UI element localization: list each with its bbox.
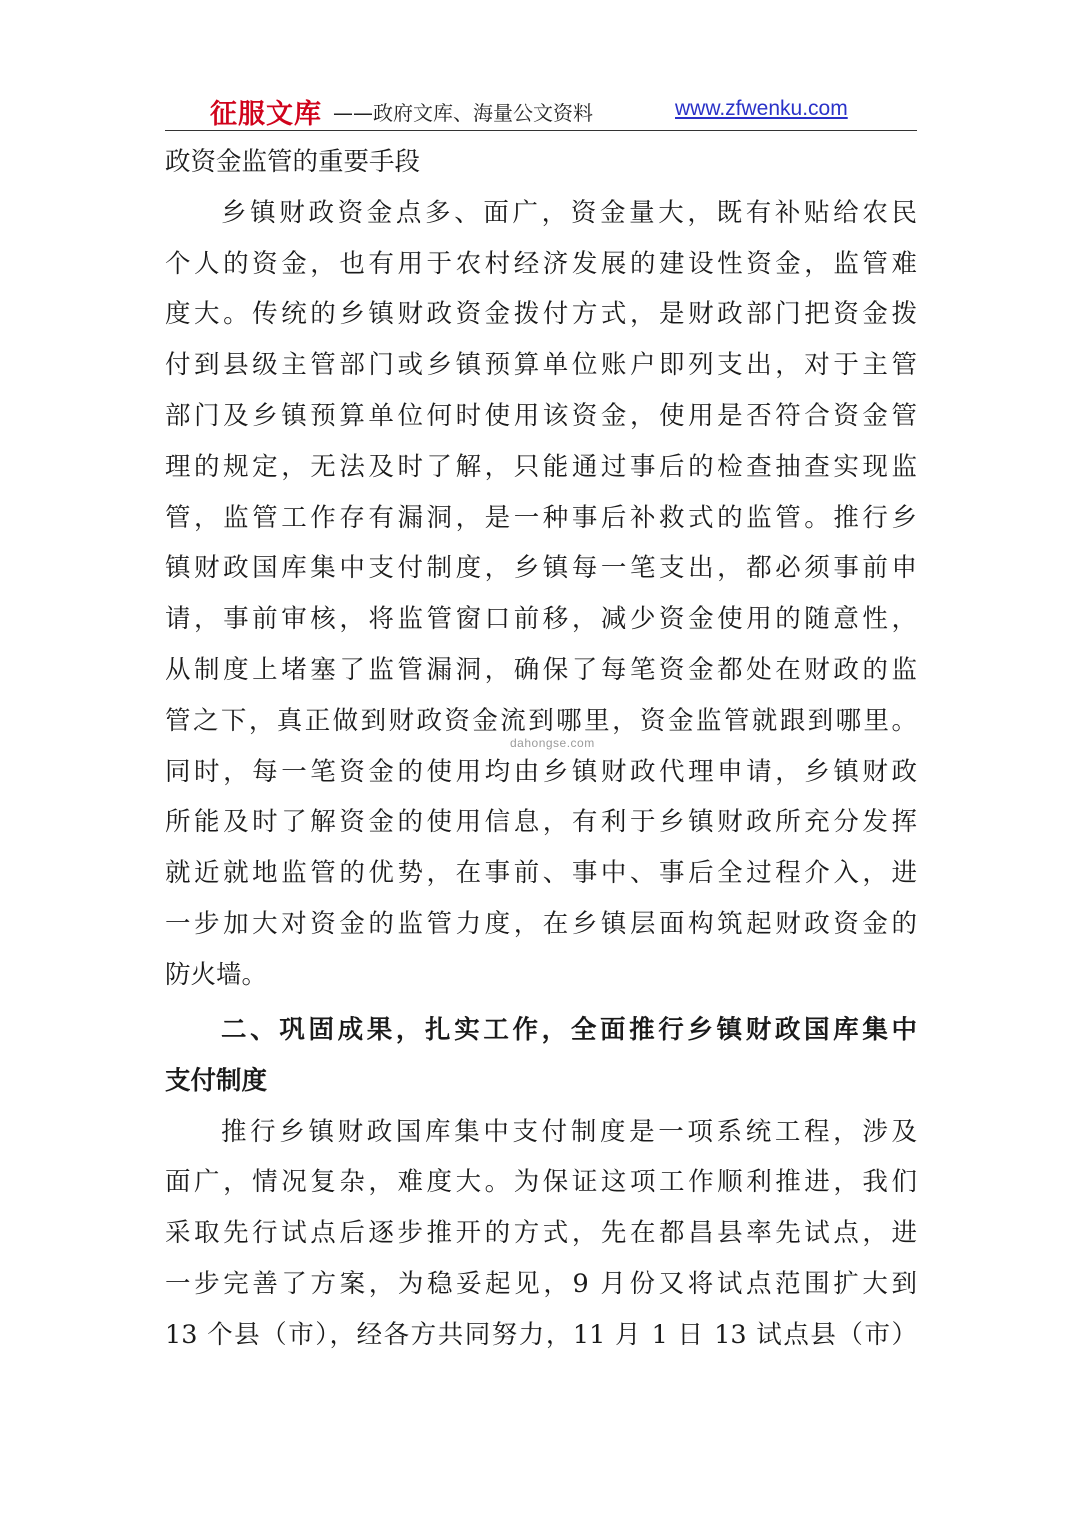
paragraph-line: 理的规定，无法及时了解，只能通过事后的检查抽查实现监 [165,451,917,482]
paragraph-line: 一步完善了方案，为稳妥起见，9 月份又将试点范围扩大到 [165,1268,917,1299]
paragraph-line: 就近就地监管的优势，在事前、事中、事后全过程介入，进 [165,858,917,889]
paragraph-line: 防火墙。 [165,959,268,990]
paragraph-line: 采取先行试点后逐步推开的方式，先在都昌县率先试点，进 [165,1218,917,1249]
paragraph-line: 政资金监管的重要手段 [165,147,421,177]
watermark: dahongse.com [510,736,595,750]
paragraph-line: 乡镇财政资金点多、面广，资金量大，既有补贴给农民 [221,197,917,228]
paragraph-line: 请，事前审核，将监管窗口前移，减少资金使用的随意性， [165,604,917,635]
paragraph-line: 部门及乡镇预算单位何时使用该资金，使用是否符合资金管 [165,400,917,431]
paragraph-line: 管之下，真正做到财政资金流到哪里，资金监管就跟到哪里。 [165,705,917,736]
paragraph-line: 个人的资金，也有用于农村经济发展的建设性资金，监管难 [165,248,917,279]
paragraph-line: 所能及时了解资金的使用信息，有利于乡镇财政所充分发挥 [165,807,917,838]
header-tagline: ——政府文库、海量公文资料 [333,101,593,125]
paragraph-line: 从制度上堵塞了监管漏洞，确保了每笔资金都处在财政的监 [165,654,917,685]
paragraph-line: 一步加大对资金的监管力度，在乡镇层面构筑起财政资金的 [165,908,917,939]
header-url-link[interactable]: www.zfwenku.com [675,97,848,120]
paragraph-line: 管，监管工作存有漏洞，是一种事后补救式的监管。推行乡 [165,502,917,533]
section-heading-line: 二、巩固成果，扎实工作，全面推行乡镇财政国库集中 [221,1014,917,1045]
paragraph-line: 同时，每一笔资金的使用均由乡镇财政代理申请，乡镇财政 [165,756,917,787]
page-header [165,88,917,131]
paragraph-line: 镇财政国库集中支付制度，乡镇每一笔支出，都必须事前申 [165,553,917,584]
paragraph-line: 付到县级主管部门或乡镇预算单位账户即列支出，对于主管 [165,350,917,381]
paragraph-line: 面广，情况复杂，难度大。为保证这项工作顺利推进，我们 [165,1167,917,1198]
paragraph-line: 推行乡镇财政国库集中支付制度是一项系统工程，涉及 [221,1116,917,1147]
paragraph-line: 度大。传统的乡镇财政资金拨付方式，是财政部门把资金拨 [165,299,917,330]
brand-logo-text: 征服文库 [210,99,322,130]
section-heading [165,1005,917,1107]
paragraph-line: 13 个县（市），经各方共同努力，11 月 1 日 13 试点县（市） [165,1319,917,1350]
section-heading-line: 支付制度 [165,1065,268,1096]
